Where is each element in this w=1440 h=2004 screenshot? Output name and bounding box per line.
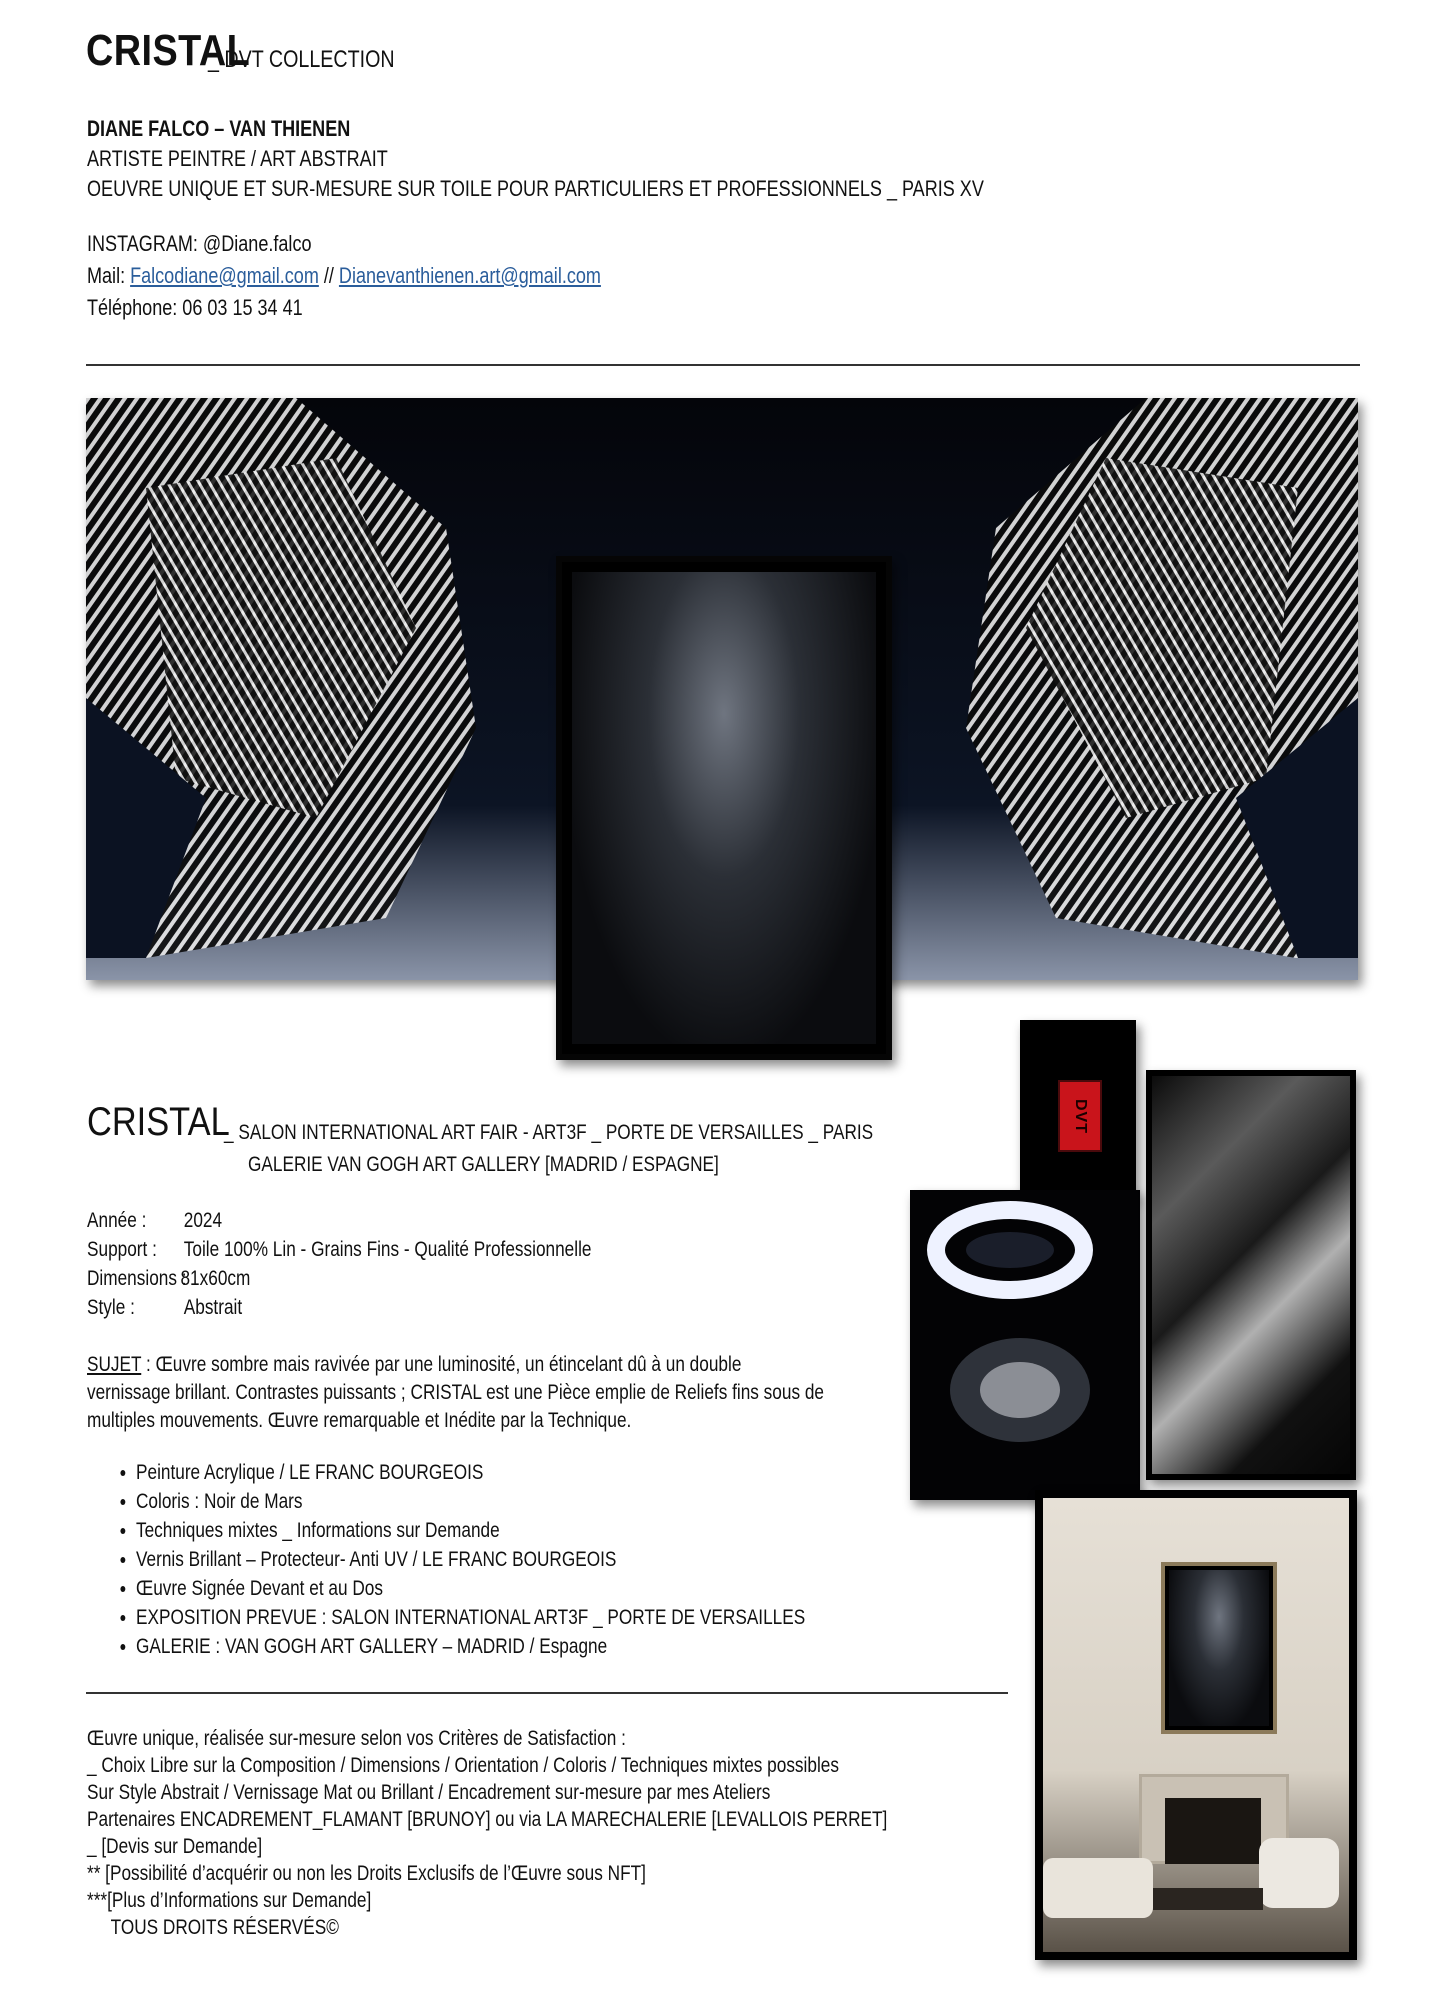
footer-divider [86,1692,1008,1694]
spec-row-style [87,1296,242,1320]
sujet-line-3: multiples mouvements. Œuvre remarquable et Inédite par la Technique. [87,1409,632,1432]
ring-painting-image [910,1190,1140,1500]
footer-line: Partenaires ENCADREMENT_FLAMANT [BRUNOY] ou via LA MARECHALERIE [LEVALLOIS PERRET] [87,1808,888,1831]
sofa [1043,1858,1153,1918]
phone-number: Téléphone: 06 03 15 34 41 [87,295,303,320]
mail-link-2[interactable]: Dianevanthienen.art@gmail.com [338,263,601,288]
list-item: • Peinture Acrylique / LE FRANC BOURGEOIS [136,1458,805,1487]
armchair [1259,1838,1339,1908]
texture-painting-frame [1146,1070,1356,1480]
footer-line: _ Choix Libre sur la Composition / Dimensions / Orientation / Coloris / Techniques mixtes possibles [87,1754,839,1777]
list-item: • Vernis Brillant – Protecteur- Anti UV / LE FRANC BOURGEOIS [136,1545,805,1574]
artist-name: DIANE FALCO – VAN THIENEN [87,116,351,141]
dvt-logo-text: DVT [1072,1098,1089,1134]
spec-value: Abstrait [183,1296,243,1319]
title-suffix-wrap [208,46,395,74]
ring-painting-frame [910,1190,1140,1500]
list-item: • Techniques mixtes _ Informations sur Demande [136,1516,805,1545]
sujet-label: SUJET [87,1353,142,1376]
header-divider [86,364,1360,366]
list-item: • Œuvre Signée Devant et au Dos [136,1574,805,1603]
coffee-table [1153,1888,1263,1910]
mail-label: Mail: [87,263,131,288]
spec-label: Support : [87,1238,157,1261]
exhibition-line-2: GALERIE VAN GOGH ART GALLERY [MADRID / ESPAGNE] [248,1153,719,1176]
footer-line: TOUS DROITS RÉSERVÉS© [87,1916,339,1939]
exhibition-line-1: _ SALON INTERNATIONAL ART FAIR - ART3F _ PORTE DE VERSAILLES _ PARIS [224,1121,874,1144]
sujet-text-1: : Œuvre sombre mais ravivée par une luminosité, un étincelant dû à un double [141,1353,742,1376]
list-item: • EXPOSITION PREVUE : SALON INTERNATIONAL ART3F _ PORTE DE VERSAILLES [136,1603,805,1632]
interior-painting-frame [1035,1490,1357,1960]
fireplace-opening [1165,1798,1261,1864]
spec-label: Année : [87,1209,147,1232]
sujet-line-2: vernissage brillant. Contrastes puissants ; CRISTAL est une Pièce emplie de Reliefs fins sous de [87,1381,824,1404]
features-list [96,1458,952,1661]
list-item: • GALERIE : VAN GOGH ART GALLERY – MADRID / Espagne [136,1632,805,1661]
spec-row-year [87,1209,222,1233]
artist-tagline: OEUVRE UNIQUE ET SUR-MESURE SUR TOILE POUR PARTICULIERS ET PROFESSIONNELS _ PARIS XV [87,176,984,201]
title-main: CRISTAL [86,26,251,75]
dvt-logo [1058,1080,1102,1152]
footer-line: ** [Possibilité d’acquérir ou non les Droits Exclusifs de l’Œuvre sous NFT] [87,1862,646,1885]
center-painting-image [572,572,876,1044]
spec-value: 2024 [183,1209,223,1232]
hung-painting-image [1169,1570,1269,1726]
mail-line [87,259,601,292]
sujet-line-1 [87,1351,741,1379]
spec-row-support [87,1238,591,1262]
spec-label: Style : [87,1296,135,1319]
spec-label: Dimensions : [87,1267,187,1290]
footer-line: Sur Style Abstrait / Vernissage Mat ou Brillant / Encadrement sur-mesure par mes Ateliers [87,1781,771,1804]
spec-row-dimensions [87,1267,250,1291]
artist-role: ARTISTE PEINTRE / ART ABSTRAIT [87,146,388,171]
footer-line: ***[Plus d’Informations sur Demande] [87,1889,372,1912]
exhibition-title: CRISTAL [87,1100,230,1144]
spec-value: 81x60cm [180,1267,251,1290]
logo-frame [1020,1020,1136,1198]
center-painting-frame [556,556,892,1060]
texture-painting-image [1152,1076,1350,1474]
mail-separator: // [318,263,339,288]
exhibition-title-wrap [87,1100,230,1145]
mail-link-1[interactable]: Falcodiane@gmail.com [130,263,319,288]
title-suffix: _ DVT COLLECTION [208,46,395,73]
footer-line: _ [Devis sur Demande] [87,1835,263,1858]
spec-value: Toile 100% Lin - Grains Fins - Qualité Professionnelle [183,1238,592,1261]
list-item: • Coloris : Noir de Mars [136,1487,805,1516]
hung-painting [1161,1562,1277,1734]
footer-line: Œuvre unique, réalisée sur-mesure selon vos Critères de Satisfaction : [87,1727,626,1750]
interior-room-image [1043,1498,1349,1952]
instagram-handle: INSTAGRAM: @Diane.falco [87,231,312,256]
